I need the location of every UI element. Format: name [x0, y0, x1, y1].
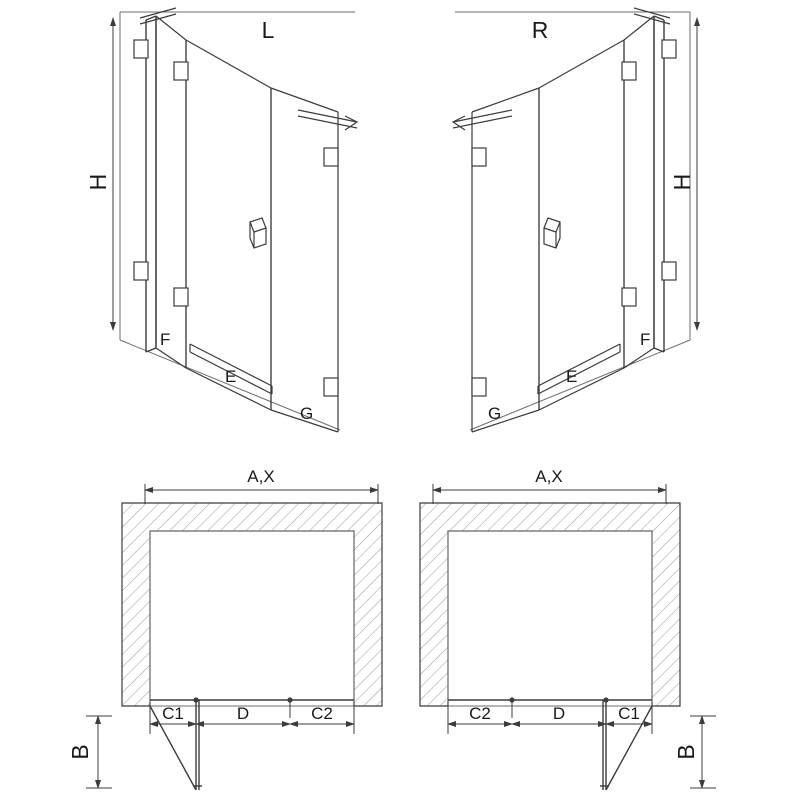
- plan-right-seg-c2: C2: [469, 704, 491, 723]
- elevation-right-panel-e: E: [566, 367, 578, 386]
- plan-left-view: [67, 467, 382, 790]
- elevation-right-view: [453, 8, 697, 432]
- elevation-right-height-label: H: [669, 173, 695, 191]
- plan-right-width-label: A,X: [535, 467, 563, 486]
- elevation-left-panel-f: F: [160, 330, 171, 349]
- elevation-left-panel-e: E: [225, 367, 237, 386]
- plan-left-width-label: A,X: [247, 467, 275, 486]
- elevation-right-variant-label: R: [531, 17, 549, 43]
- plan-right-seg-c1: C1: [618, 704, 640, 723]
- elevation-right-panel-g: G: [488, 404, 502, 423]
- plan-right-view: [420, 467, 716, 790]
- plan-left-seg-c1: C1: [162, 704, 184, 723]
- plan-right-depth-label: B: [673, 744, 699, 760]
- elevation-left-panel-g: G: [300, 404, 314, 423]
- elevation-left-height-label: H: [85, 173, 111, 191]
- elevation-right-panel-f: F: [640, 330, 651, 349]
- plan-left-seg-d: D: [236, 704, 250, 723]
- plan-right-seg-d: D: [552, 704, 566, 723]
- elevation-left-variant-label: L: [261, 17, 275, 43]
- elevation-left-view: [85, 8, 357, 432]
- plan-left-depth-label: B: [67, 744, 93, 760]
- plan-left-seg-c2: C2: [311, 704, 333, 723]
